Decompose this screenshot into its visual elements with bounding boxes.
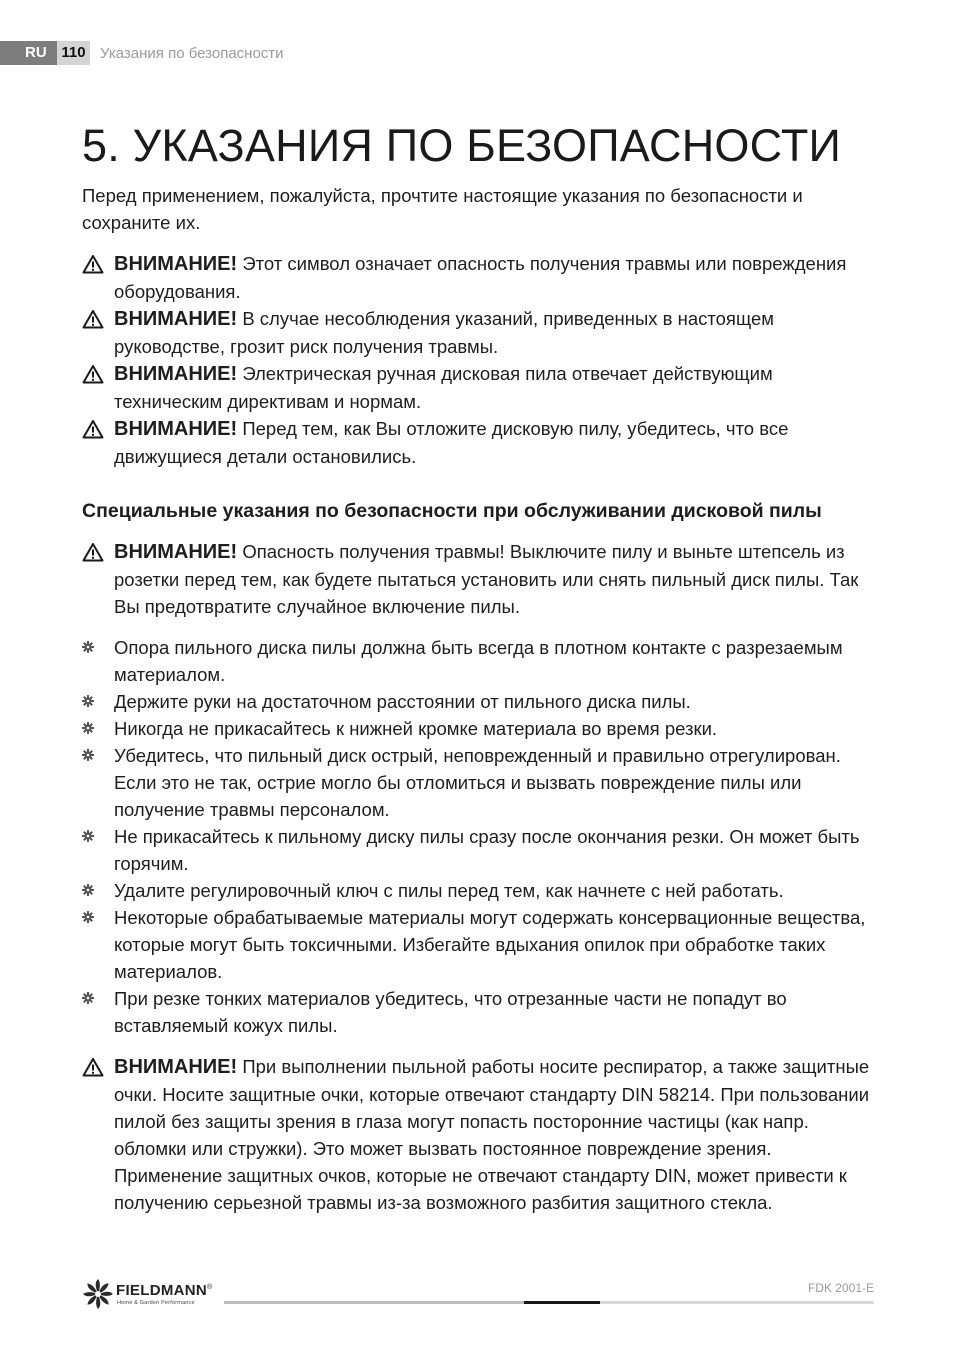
warning-item xyxy=(82,415,874,470)
bullet-list xyxy=(82,634,874,1039)
warning-text: Опасность получения травмы! Выключите пилу и выньте штепсель из розетки перед тем, как будете пытаться установить или снять пильный диск пилы. Так Вы предотвратите случайное включение пилы. xyxy=(114,541,859,617)
warning-triangle-icon xyxy=(82,309,104,329)
warning-item xyxy=(82,360,874,415)
warning-triangle-icon xyxy=(82,419,104,439)
warning-triangle-icon xyxy=(82,542,104,562)
warning-item xyxy=(82,538,874,620)
list-item xyxy=(82,715,874,742)
list-item xyxy=(82,985,874,1039)
general-warnings xyxy=(82,250,874,470)
bullet-text: Держите руки на достаточном расстоянии от пильного диска пилы. xyxy=(114,691,691,712)
warning-label: ВНИМАНИЕ! xyxy=(114,541,238,563)
bullet-text: При резке тонких материалов убедитесь, что отрезанные части не попадут во вставляемый кожух пилы. xyxy=(114,988,787,1036)
fan-logo-icon xyxy=(82,1278,114,1310)
bullet-text: Опора пильного диска пилы должна быть всегда в плотном контакте с разрезаемым материалом. xyxy=(114,637,843,685)
page-footer xyxy=(82,1276,874,1310)
page-title: 5. УКАЗАНИЯ ПО БЕЗОПАСНОСТИ xyxy=(82,120,842,171)
warning-label: ВНИМАНИЕ! xyxy=(114,363,238,385)
gear-bullet-icon xyxy=(82,911,94,923)
warning-label: ВНИМАНИЕ! xyxy=(114,418,238,440)
gear-bullet-icon xyxy=(82,992,94,1004)
gear-bullet-icon xyxy=(82,641,94,653)
bullet-text: Не прикасайтесь к пильному диску пилы сразу после окончания резки. Он может быть горячим. xyxy=(114,826,860,874)
section-heading: Специальные указания по безопасности при обслуживании дисковой пилы xyxy=(82,500,822,522)
list-item xyxy=(82,688,874,715)
brand-name: FIELDMANN® xyxy=(116,1282,213,1299)
warning-text: При выполнении пыльной работы носите респиратор, а также защитные очки. Носите защитные очки, которые отвечают стандарту DIN 58214. При пользовании пилой без защиты зрения в глаза могут попасть посторонние частицы (как напр. обломки или стружки). Это может вызвать постоянное повреждение зрения. Применение защитных очков, которые не отвечают стандарту DIN, может привести к получению серьезной травмы из-за возможного разбития защитного стекла. xyxy=(114,1056,870,1213)
running-title: Указания по безопасности xyxy=(100,44,284,62)
gear-bullet-icon xyxy=(82,722,94,734)
page-content xyxy=(82,118,874,1216)
list-item xyxy=(82,877,874,904)
warning-triangle-icon xyxy=(82,1057,104,1077)
warning-label: ВНИМАНИЕ! xyxy=(114,308,238,330)
brand-tagline: Home & Garden Performance xyxy=(117,1300,195,1306)
footer-rule-segment xyxy=(224,1301,524,1304)
gear-bullet-icon xyxy=(82,749,94,761)
language-tab: RU xyxy=(0,41,57,65)
warning-item xyxy=(82,1053,874,1216)
bullet-text: Некоторые обрабатываемые материалы могут содержать консервационные вещества, которые могут быть токсичными. Избегайте вдыхания опилок при обработке таких материалов. xyxy=(114,907,866,982)
list-item xyxy=(82,823,874,877)
warning-item xyxy=(82,250,874,305)
brand-logo xyxy=(82,1276,222,1310)
warning-triangle-icon xyxy=(82,254,104,274)
warning-text: В случае несоблюдения указаний, приведенных в настоящем руководстве, грозит риск получения травмы. xyxy=(114,308,774,357)
warning-text: Перед тем, как Вы отложите дисковую пилу, убедитесь, что все движущиеся детали остановились. xyxy=(114,418,789,467)
warning-text: Электрическая ручная дисковая пила отвечает действующим техническим директивам и нормам. xyxy=(114,363,773,412)
bullet-text: Убедитесь, что пильный диск острый, неповрежденный и правильно отрегулирован. Если это не так, острие могло бы отломиться и вызвать повреждение пилы или получение травмы персоналом. xyxy=(114,745,841,820)
gear-bullet-icon xyxy=(82,695,94,707)
list-item xyxy=(82,904,874,985)
registered-mark: ® xyxy=(207,1284,213,1291)
page-header xyxy=(0,41,284,65)
intro-text: Перед применением, пожалуйста, прочтите настоящие указания по безопасности и сохраните их. xyxy=(82,185,803,233)
warning-item xyxy=(82,305,874,360)
warning-text: Этот символ означает опасность получения травмы или повреждения оборудования. xyxy=(114,253,847,302)
gear-bullet-icon xyxy=(82,830,94,842)
bullet-text: Никогда не прикасайтесь к нижней кромке материала во время резки. xyxy=(114,718,718,739)
page-number: 110 xyxy=(57,41,90,65)
warning-label: ВНИМАНИЕ! xyxy=(114,253,238,275)
warning-label: ВНИМАНИЕ! xyxy=(114,1056,238,1078)
gear-bullet-icon xyxy=(82,884,94,896)
bullet-text: Удалите регулировочный ключ с пилы перед тем, как начнете с ней работать. xyxy=(114,880,784,901)
list-item xyxy=(82,634,874,688)
footer-rule-accent xyxy=(524,1301,600,1304)
warning-triangle-icon xyxy=(82,364,104,384)
list-item xyxy=(82,742,874,823)
model-number: FDK 2001-E xyxy=(807,1281,874,1295)
